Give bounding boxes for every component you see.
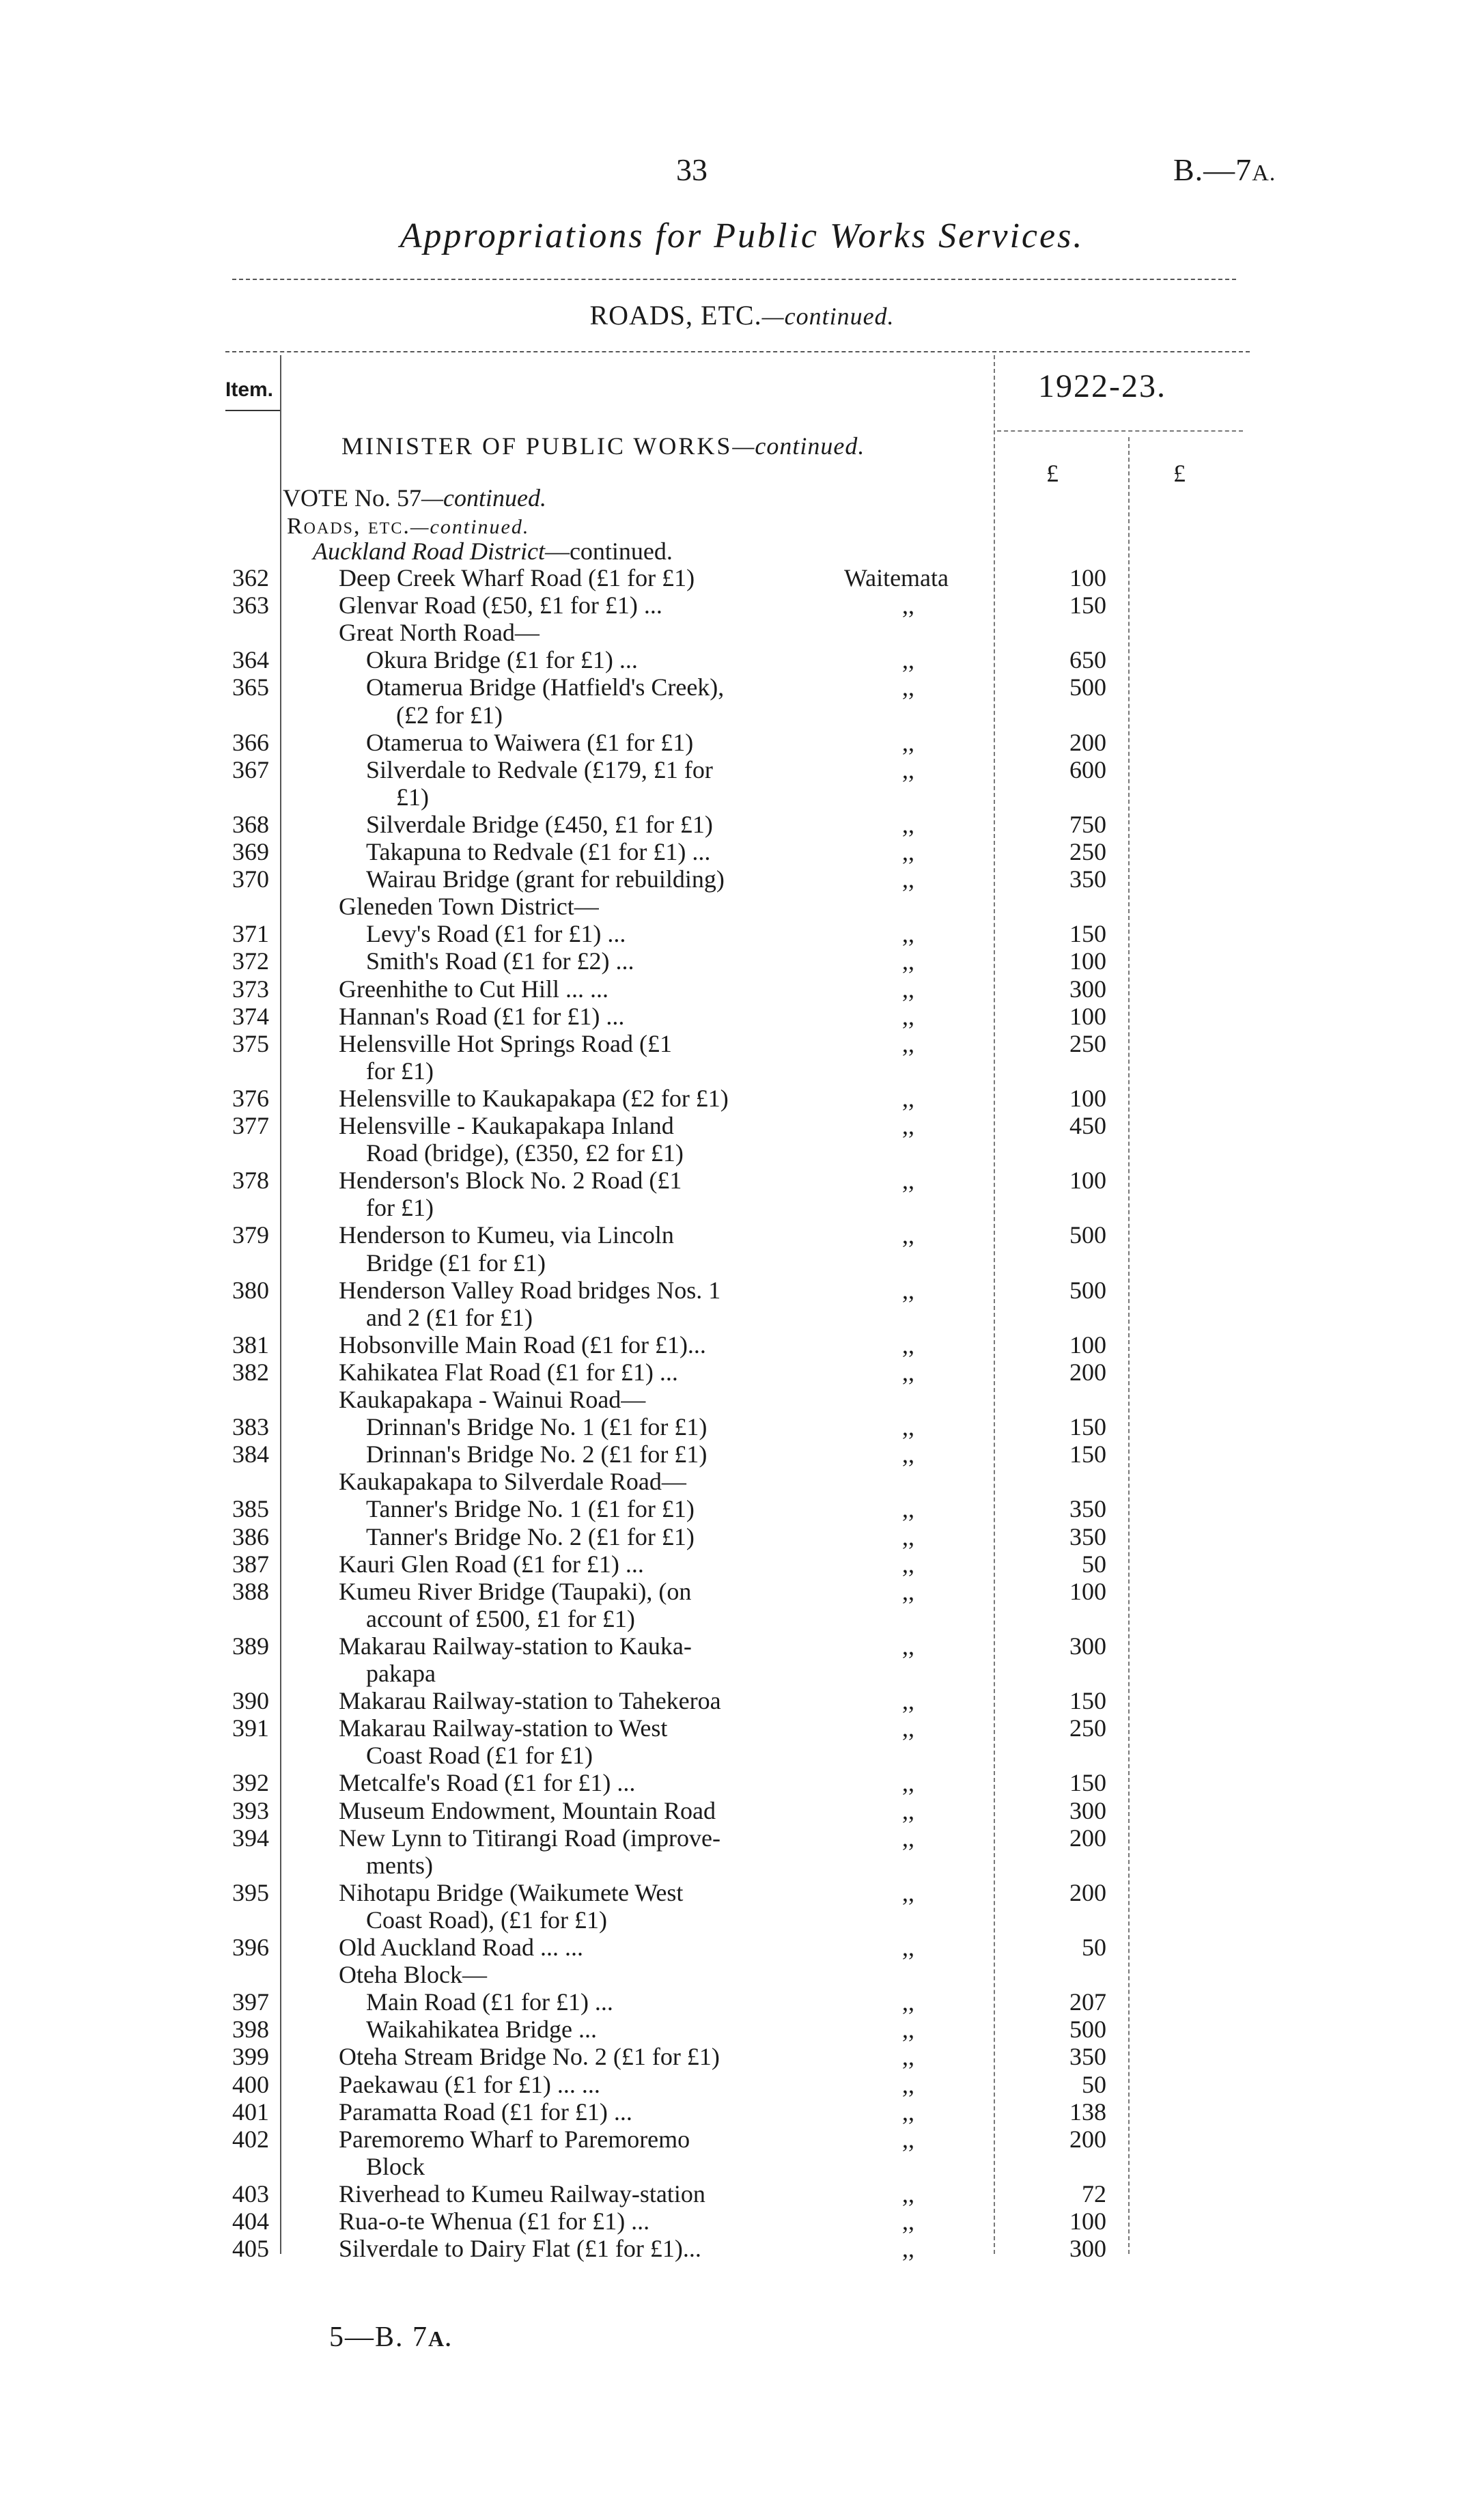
item-number: 375 bbox=[232, 1029, 269, 1057]
ditto-mark: ,, bbox=[902, 1934, 914, 1961]
item-description: Otamerua Bridge (Hatfield's Creek), bbox=[366, 673, 725, 701]
item-description: Glenvar Road (£50, £1 for £1) ... bbox=[339, 591, 662, 619]
item-description: Tanner's Bridge No. 2 (£1 for £1) bbox=[366, 1522, 695, 1550]
ditto-mark: ,, bbox=[902, 1167, 914, 1195]
ditto-mark: ,, bbox=[902, 728, 914, 756]
item-column-divider bbox=[280, 355, 281, 2254]
amount: 200 bbox=[1069, 1824, 1106, 1852]
year-header: 1922-23. bbox=[1038, 368, 1166, 404]
ditto-mark: ,, bbox=[902, 1221, 914, 1249]
item-number: 362 bbox=[232, 564, 269, 591]
ditto-mark: ,, bbox=[902, 1632, 914, 1660]
item-number: 387 bbox=[232, 1550, 269, 1578]
page-title: Appropriations for Public Works Services. bbox=[400, 217, 1084, 255]
item-description: Waikahikatea Bridge ... bbox=[366, 2016, 597, 2044]
ditto-mark: ,, bbox=[902, 1413, 914, 1441]
ditto-mark: ,, bbox=[902, 810, 914, 838]
title-rule bbox=[232, 279, 1236, 280]
amount: 500 bbox=[1069, 1221, 1106, 1249]
district-text: Auckland Road District bbox=[313, 538, 545, 565]
item-description: Kauri Glen Road (£1 for £1) ... bbox=[339, 1550, 644, 1578]
item-number: 385 bbox=[232, 1495, 269, 1523]
item-description: Okura Bridge (£1 for £1) ... bbox=[366, 646, 638, 674]
item-description: Silverdale to Redvale (£179, £1 for bbox=[366, 755, 713, 783]
item-header-rule bbox=[225, 410, 280, 411]
ditto-mark: ,, bbox=[902, 2208, 914, 2235]
amount: 500 bbox=[1069, 673, 1106, 701]
amount: 50 bbox=[1082, 1550, 1106, 1578]
item-number: 366 bbox=[232, 728, 269, 756]
item-number: 397 bbox=[232, 1988, 269, 2016]
item-number: 391 bbox=[232, 1714, 269, 1742]
item-description: Bridge (£1 for £1) bbox=[366, 1249, 546, 1277]
ditto-mark: ,, bbox=[902, 1522, 914, 1550]
district-continued: —continued. bbox=[544, 538, 673, 565]
page-number: 33 bbox=[676, 152, 708, 187]
ditto-mark: ,, bbox=[902, 1331, 914, 1359]
item-number: 365 bbox=[232, 673, 269, 701]
item-number: 402 bbox=[232, 2125, 269, 2153]
item-description: Henderson Valley Road bridges Nos. 1 bbox=[339, 1276, 721, 1304]
ditto-mark: ,, bbox=[902, 2070, 914, 2098]
item-number: 401 bbox=[232, 2098, 269, 2126]
item-description: Greenhithe to Cut Hill ... ... bbox=[339, 975, 608, 1003]
amount: 100 bbox=[1069, 1167, 1106, 1195]
item-number: 399 bbox=[232, 2043, 269, 2071]
item-description: Makarau Railway-station to Tahekeroa bbox=[339, 1687, 721, 1715]
item-number: 390 bbox=[232, 1687, 269, 1715]
amount: 300 bbox=[1069, 975, 1106, 1003]
item-number: 370 bbox=[232, 865, 269, 893]
amount: 200 bbox=[1069, 1358, 1106, 1386]
item-description: Makarau Railway-station to West bbox=[339, 1714, 668, 1742]
item-description: New Lynn to Titirangi Road (improve- bbox=[339, 1824, 720, 1852]
amount: 250 bbox=[1069, 1714, 1106, 1742]
ditto-mark: ,, bbox=[902, 1440, 914, 1468]
item-number: 404 bbox=[232, 2208, 269, 2235]
amount: 350 bbox=[1069, 1522, 1106, 1550]
item-description: Old Auckland Road ... ... bbox=[339, 1934, 583, 1961]
amount: 750 bbox=[1069, 810, 1106, 838]
item-description: Takapuna to Redvale (£1 for £1) ... bbox=[366, 838, 711, 865]
item-description: Makarau Railway-station to Kauka- bbox=[339, 1632, 692, 1660]
doc-ref: B.—7 bbox=[1173, 152, 1252, 187]
minister-heading bbox=[341, 432, 865, 460]
ditto-mark: ,, bbox=[902, 865, 914, 893]
subtitle-text: ROADS, ETC. bbox=[589, 300, 762, 331]
roads-continued: —continued. bbox=[410, 516, 530, 538]
item-number: 389 bbox=[232, 1632, 269, 1660]
ditto-mark: ,, bbox=[902, 1112, 914, 1139]
item-description: Kaukapakapa to Silverdale Road— bbox=[339, 1468, 686, 1496]
item-column-header: Item. bbox=[225, 378, 274, 401]
amount: 250 bbox=[1069, 838, 1106, 865]
item-description: Kumeu River Bridge (Taupaki), (on bbox=[339, 1577, 692, 1605]
footer-sig-suffix: A. bbox=[428, 2326, 453, 2351]
item-description: ments) bbox=[366, 1851, 433, 1879]
amount: 150 bbox=[1069, 1769, 1106, 1797]
ditto-mark: ,, bbox=[902, 838, 914, 865]
document-reference bbox=[1173, 152, 1276, 188]
ditto-mark: ,, bbox=[902, 2016, 914, 2044]
item-description: Metcalfe's Road (£1 for £1) ... bbox=[339, 1769, 636, 1797]
ditto-mark: ,, bbox=[902, 1878, 914, 1906]
amount: 100 bbox=[1069, 1002, 1106, 1030]
doc-ref-suffix: A. bbox=[1252, 161, 1276, 186]
ditto-mark: ,, bbox=[902, 1029, 914, 1057]
item-number: 372 bbox=[232, 947, 269, 975]
amount: 100 bbox=[1069, 947, 1106, 975]
ditto-mark: ,, bbox=[902, 1276, 914, 1304]
item-description: Oteha Block— bbox=[339, 1961, 487, 1989]
amount: 200 bbox=[1069, 728, 1106, 756]
item-number: 392 bbox=[232, 1769, 269, 1797]
ditto-mark: ,, bbox=[902, 947, 914, 975]
minister-text: MINISTER OF PUBLIC WORKS bbox=[341, 432, 733, 460]
item-description: £1) bbox=[396, 783, 429, 811]
item-description: Nihotapu Bridge (Waikumete West bbox=[339, 1878, 684, 1906]
item-description: Block bbox=[366, 2152, 425, 2180]
item-description: Silverdale Bridge (£450, £1 for £1) bbox=[366, 810, 713, 838]
item-description: Paremoremo Wharf to Paremoremo bbox=[339, 2125, 690, 2153]
district-heading bbox=[313, 537, 673, 566]
item-description: Hobsonville Main Road (£1 for £1)... bbox=[339, 1331, 706, 1359]
amount: 300 bbox=[1069, 1796, 1106, 1824]
item-description: Hannan's Road (£1 for £1) ... bbox=[339, 1002, 625, 1030]
amount: 350 bbox=[1069, 2043, 1106, 2071]
item-description: Riverhead to Kumeu Railway-station bbox=[339, 2179, 705, 2208]
item-number: 369 bbox=[232, 838, 269, 865]
ditto-mark: ,, bbox=[902, 2179, 914, 2208]
ditto-mark: ,, bbox=[902, 2098, 914, 2126]
ditto-mark: ,, bbox=[902, 646, 914, 674]
ditto-mark: ,, bbox=[902, 1687, 914, 1715]
ditto-mark: ,, bbox=[902, 1495, 914, 1523]
ditto-mark: ,, bbox=[902, 1769, 914, 1797]
item-number: 396 bbox=[232, 1934, 269, 1961]
item-description: Coast Road), (£1 for £1) bbox=[366, 1906, 607, 1934]
amount: 500 bbox=[1069, 2016, 1106, 2044]
item-description: Main Road (£1 for £1) ... bbox=[366, 1988, 613, 2016]
item-number: 373 bbox=[232, 975, 269, 1003]
item-description: Paramatta Road (£1 for £1) ... bbox=[339, 2098, 632, 2126]
item-description: and 2 (£1 for £1) bbox=[366, 1303, 533, 1331]
section-subtitle bbox=[0, 299, 1484, 331]
item-description: Levy's Road (£1 for £1) ... bbox=[366, 920, 626, 948]
item-number: 381 bbox=[232, 1331, 269, 1359]
item-number: 378 bbox=[232, 1167, 269, 1195]
item-description: Museum Endowment, Mountain Road bbox=[339, 1796, 716, 1824]
item-description: Drinnan's Bridge No. 1 (£1 for £1) bbox=[366, 1413, 708, 1441]
amount: 450 bbox=[1069, 1112, 1106, 1139]
amount: 350 bbox=[1069, 1495, 1106, 1523]
district-name: Waitemata bbox=[844, 564, 949, 591]
amount: 150 bbox=[1069, 920, 1106, 948]
ditto-mark: ,, bbox=[902, 2235, 914, 2263]
item-number: 377 bbox=[232, 1112, 269, 1139]
item-description: Coast Road (£1 for £1) bbox=[366, 1742, 593, 1770]
item-description: Silverdale to Dairy Flat (£1 for £1)... bbox=[339, 2235, 701, 2263]
item-number: 400 bbox=[232, 2070, 269, 2098]
item-number: 398 bbox=[232, 2016, 269, 2044]
ditto-mark: ,, bbox=[902, 755, 914, 783]
ditto-mark: ,, bbox=[902, 673, 914, 701]
amount: 600 bbox=[1069, 755, 1106, 783]
item-number: 395 bbox=[232, 1878, 269, 1906]
item-description: Rua-o-te Whenua (£1 for £1) ... bbox=[339, 2208, 650, 2235]
amount: 100 bbox=[1069, 1084, 1106, 1112]
vote-text: VOTE No. 57 bbox=[283, 484, 421, 512]
item-number: 368 bbox=[232, 810, 269, 838]
item-number: 394 bbox=[232, 1824, 269, 1852]
amount: 650 bbox=[1069, 646, 1106, 674]
ditto-mark: ,, bbox=[902, 2043, 914, 2071]
item-number: 376 bbox=[232, 1084, 269, 1112]
item-description: (£2 for £1) bbox=[396, 701, 503, 729]
vote-heading bbox=[283, 484, 546, 512]
amount: 150 bbox=[1069, 1413, 1106, 1441]
item-number: 384 bbox=[232, 1440, 269, 1468]
amount: 150 bbox=[1069, 591, 1106, 619]
ditto-mark: ,, bbox=[902, 1796, 914, 1824]
item-description: Deep Creek Wharf Road (£1 for £1) bbox=[339, 564, 695, 591]
item-description: for £1) bbox=[366, 1194, 434, 1222]
item-number: 371 bbox=[232, 920, 269, 948]
item-description: Henderson's Block No. 2 Road (£1 bbox=[339, 1167, 682, 1195]
amount: 207 bbox=[1069, 1988, 1106, 2016]
amount: 250 bbox=[1069, 1029, 1106, 1057]
subtitle-continued: —continued. bbox=[761, 303, 895, 330]
ditto-mark: ,, bbox=[902, 1358, 914, 1386]
amount: 300 bbox=[1069, 2235, 1106, 2263]
amount: 100 bbox=[1069, 564, 1106, 591]
item-description: Gleneden Town District— bbox=[339, 893, 599, 921]
item-description: Oteha Stream Bridge No. 2 (£1 for £1) bbox=[339, 2043, 720, 2071]
item-description: Drinnan's Bridge No. 2 (£1 for £1) bbox=[366, 1440, 708, 1468]
pound-header-left: £ bbox=[1046, 460, 1059, 487]
minister-continued: —continued. bbox=[732, 432, 865, 460]
item-number: 382 bbox=[232, 1358, 269, 1386]
ditto-mark: ,, bbox=[902, 1714, 914, 1742]
amount: 150 bbox=[1069, 1687, 1106, 1715]
item-description: Great North Road— bbox=[339, 619, 540, 647]
footer-sig-text: 5—B. 7 bbox=[329, 2322, 429, 2353]
ditto-mark: ,, bbox=[902, 975, 914, 1003]
item-number: 393 bbox=[232, 1796, 269, 1824]
item-description: Helensville to Kaukapakapa (£2 for £1) bbox=[339, 1084, 729, 1112]
item-number: 388 bbox=[232, 1577, 269, 1605]
amount: 100 bbox=[1069, 1331, 1106, 1359]
ditto-mark: ,, bbox=[902, 1577, 914, 1605]
vote-continued: —continued. bbox=[421, 484, 546, 512]
ditto-mark: ,, bbox=[902, 1002, 914, 1030]
pound-header-right: £ bbox=[1173, 460, 1186, 487]
amount: 50 bbox=[1082, 2070, 1106, 2098]
item-description: Helensville Hot Springs Road (£1 bbox=[339, 1029, 672, 1057]
item-description: Paekawau (£1 for £1) ... ... bbox=[339, 2070, 600, 2098]
amount: 300 bbox=[1069, 1632, 1106, 1660]
item-number: 364 bbox=[232, 646, 269, 674]
item-number: 363 bbox=[232, 591, 269, 619]
item-description: Kaukapakapa - Wainui Road— bbox=[339, 1386, 646, 1413]
amount: 350 bbox=[1069, 865, 1106, 893]
item-description: Wairau Bridge (grant for rebuilding) bbox=[366, 865, 725, 893]
item-description: Smith's Road (£1 for £2) ... bbox=[366, 947, 634, 975]
year-subheader-rule bbox=[997, 430, 1243, 432]
amount: 50 bbox=[1082, 1934, 1106, 1961]
ditto-mark: ,, bbox=[902, 2125, 914, 2153]
ditto-mark: ,, bbox=[902, 1084, 914, 1112]
ditto-mark: ,, bbox=[902, 1988, 914, 2016]
amount: 200 bbox=[1069, 1878, 1106, 1906]
footer-signature bbox=[329, 2321, 452, 2354]
pound-column-divider bbox=[1128, 437, 1130, 2254]
amount-column-divider bbox=[994, 355, 995, 2254]
item-number: 405 bbox=[232, 2235, 269, 2263]
item-number: 374 bbox=[232, 1002, 269, 1030]
amount: 200 bbox=[1069, 2125, 1106, 2153]
item-description: Otamerua to Waiwera (£1 for £1) bbox=[366, 728, 694, 756]
item-description: for £1) bbox=[366, 1057, 434, 1085]
ditto-mark: ,, bbox=[902, 1824, 914, 1852]
item-description: Tanner's Bridge No. 1 (£1 for £1) bbox=[366, 1495, 695, 1523]
amount: 100 bbox=[1069, 1577, 1106, 1605]
item-description: Road (bridge), (£350, £2 for £1) bbox=[366, 1139, 684, 1167]
ditto-mark: ,, bbox=[902, 1550, 914, 1578]
item-description: pakapa bbox=[366, 1660, 436, 1687]
roads-text: Roads, etc. bbox=[287, 514, 410, 539]
item-number: 379 bbox=[232, 1221, 269, 1249]
amount: 72 bbox=[1082, 2179, 1106, 2208]
item-number: 403 bbox=[232, 2179, 269, 2208]
item-number: 383 bbox=[232, 1413, 269, 1441]
ditto-mark: ,, bbox=[902, 920, 914, 948]
item-description: account of £500, £1 for £1) bbox=[366, 1604, 635, 1632]
roads-heading bbox=[287, 514, 529, 540]
item-description: Helensville - Kaukapakapa Inland bbox=[339, 1112, 674, 1139]
amount: 100 bbox=[1069, 2208, 1106, 2235]
item-number: 367 bbox=[232, 755, 269, 783]
item-description: Henderson to Kumeu, via Lincoln bbox=[339, 1221, 674, 1249]
amount: 500 bbox=[1069, 1276, 1106, 1304]
amount: 138 bbox=[1069, 2098, 1106, 2126]
ditto-mark: ,, bbox=[902, 591, 914, 619]
item-number: 386 bbox=[232, 1522, 269, 1550]
table-top-rule bbox=[225, 351, 1250, 352]
item-description: Kahikatea Flat Road (£1 for £1) ... bbox=[339, 1358, 678, 1386]
amount: 150 bbox=[1069, 1440, 1106, 1468]
item-number: 380 bbox=[232, 1276, 269, 1304]
